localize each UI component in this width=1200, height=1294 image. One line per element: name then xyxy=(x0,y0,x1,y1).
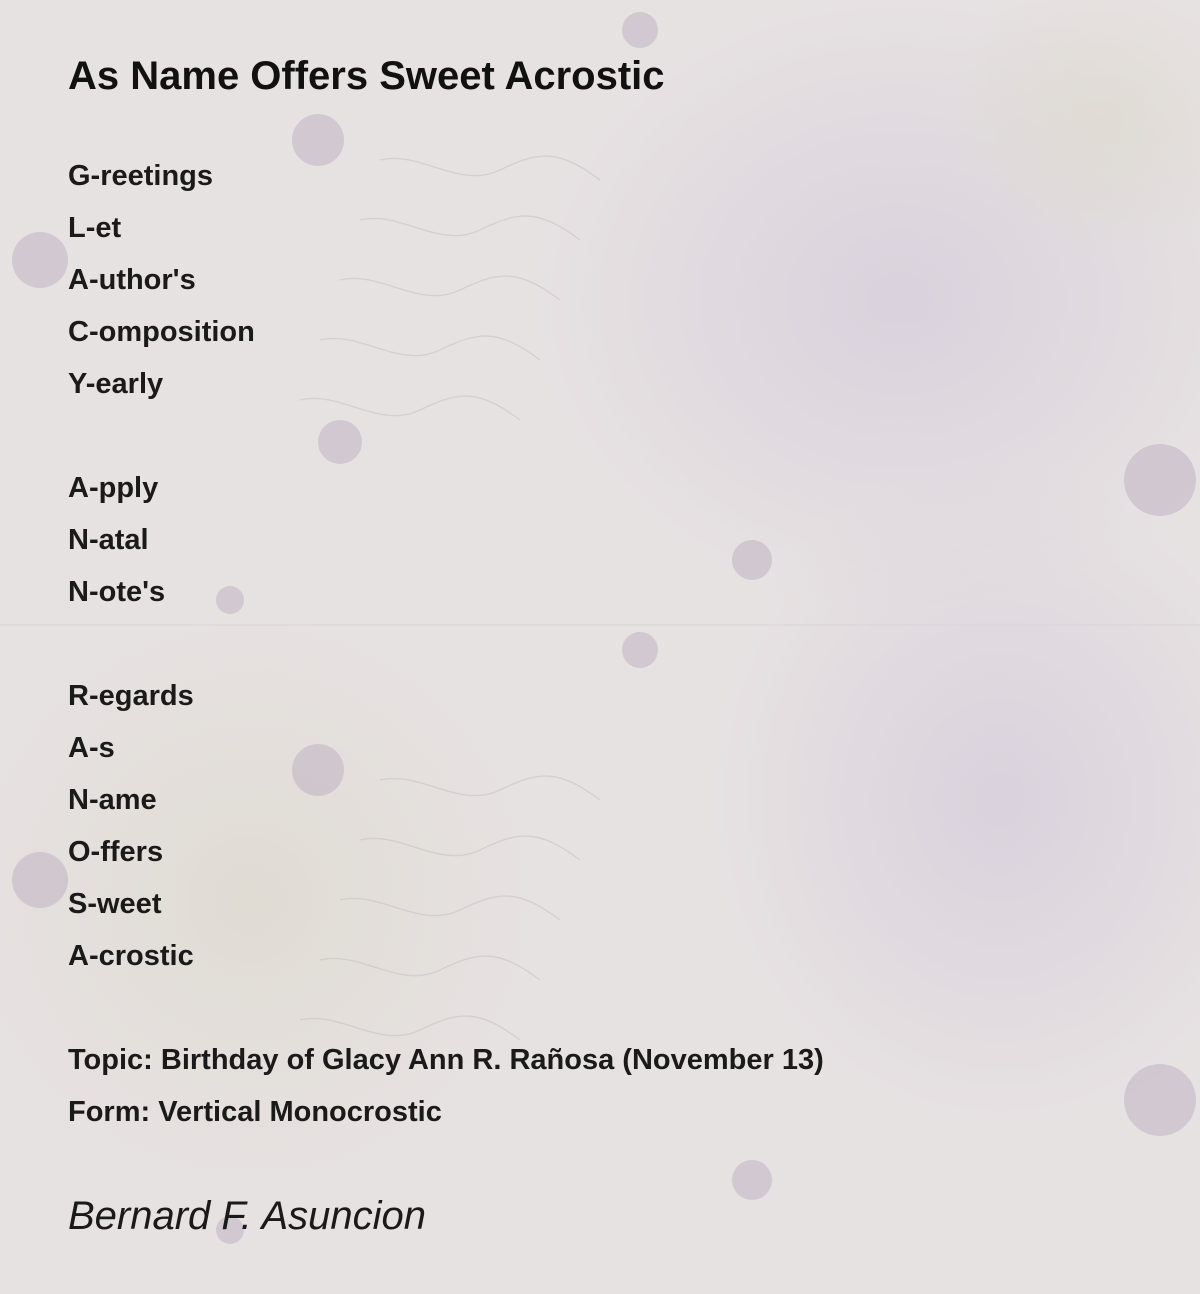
poem-line: N-ote's xyxy=(68,576,166,608)
poem-line: Y-early xyxy=(68,368,164,400)
poem-author[interactable]: Bernard F. Asuncion xyxy=(68,1194,426,1238)
poem-topic: Topic: Birthday of Glacy Ann R. Rañosa (November 13) xyxy=(68,1044,824,1076)
poem-line: A-crostic xyxy=(68,940,194,972)
poem-line: N-atal xyxy=(68,524,149,556)
stanza-2 xyxy=(68,462,1148,618)
poem-line: R-egards xyxy=(68,680,194,712)
poem-line: O-ffers xyxy=(68,836,164,868)
poem-line: A-uthor's xyxy=(68,264,196,296)
poem-notes xyxy=(68,1034,1148,1138)
poem-form: Form: Vertical Monocrostic xyxy=(68,1096,442,1128)
stanza-1 xyxy=(68,150,1148,410)
poem-container xyxy=(68,50,1148,1242)
poem-line: A-s xyxy=(68,732,115,764)
poem-line: N-ame xyxy=(68,784,157,816)
poem-line: L-et xyxy=(68,212,122,244)
poem-line: A-pply xyxy=(68,472,159,504)
poem-line: G-reetings xyxy=(68,160,214,192)
poem-body xyxy=(68,150,1148,1138)
poem-line: C-omposition xyxy=(68,316,255,348)
poem-title: As Name Offers Sweet Acrostic xyxy=(68,54,665,98)
poem-line: S-weet xyxy=(68,888,162,920)
stanza-3 xyxy=(68,670,1148,982)
